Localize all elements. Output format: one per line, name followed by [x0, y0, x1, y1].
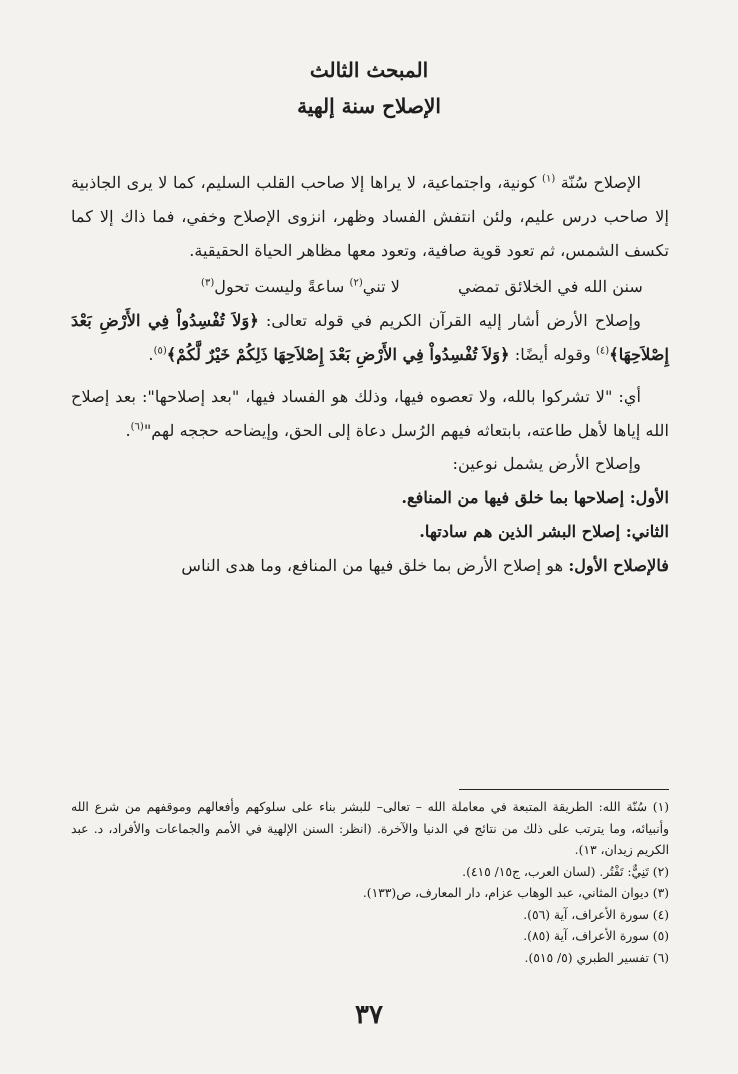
paragraph-quran: [71, 304, 669, 372]
footnote-item: (٥) سورة الأعراف، آية (٨٥).: [523, 929, 669, 943]
footnote-ref: (٦): [130, 421, 144, 433]
section-heading: [0, 52, 738, 124]
footnote-item: (٣) ديوان المثاني، عبد الوهاب عزام، دار المعارف، ص(١٣٣).: [362, 886, 669, 900]
paragraph-intro: [71, 166, 669, 267]
footnotes: [71, 797, 669, 969]
poetry-verse: [71, 270, 669, 304]
page-number: ٣٧: [355, 1000, 383, 1030]
text-run: ساعةً وليست تحول: [214, 277, 350, 297]
text-run: لا تني: [362, 277, 400, 297]
section-title: المبحث الثالث: [309, 58, 429, 82]
quran-verse: ﴿وَلاَ تُفْسِدُواْ فِي الأَرْضِ بَعْدَ إِصْلاَحِهَا﴾: [71, 311, 669, 364]
paragraph-tafsir: [71, 380, 669, 448]
text-run: وإصلاح الأرض أشار إليه القرآن الكريم في قوله تعالى:: [258, 311, 641, 331]
text-run: الإصلاح سُنّة: [555, 173, 641, 192]
verse-hemistich-second: [201, 270, 400, 304]
text-run: .: [125, 420, 131, 440]
text-run-bold: فالإصلاح الأول:: [568, 555, 669, 575]
text-run: وقوله أيضًا:: [509, 344, 597, 364]
section-subtitle: الإصلاح سنة إلهية: [297, 94, 441, 118]
footnote-item: (٢) تَنِيٌّ: تَفْتُر. (لسان العرب، ج١٥/ ٤١٥).: [462, 864, 669, 879]
footnote-ref: (٤): [596, 345, 610, 357]
main-text: [71, 166, 669, 583]
text-run: هو إصلاح الأرض بما خلق فيها من المنافع، وما هدى الناس: [181, 555, 569, 575]
text-run: أي: "لا تشركوا بالله، ولا تعصوه فيها، وذلك هو الفساد فيها، "بعد إصلاحها": بعد إصلاح الله إياها لأهل طاعته، بابتعاثه فيهم الرُسل دعاة إلى الحق، وإيضاحه حججه لهم": [71, 386, 669, 440]
footnote-separator: [459, 789, 669, 790]
paragraph-first-type: الأول: إصلاحها بما خلق فيها من المنافع.: [401, 488, 669, 508]
footnote-ref: (٢): [349, 278, 363, 289]
footnote-item: (٤) سورة الأعراف، آية (٥٦).: [523, 907, 669, 922]
footnote-ref: (٣): [201, 278, 215, 289]
verse-hemistich-first: سنن الله في الخلائق تمضي: [458, 277, 643, 297]
footnote-item: (٦) تفسير الطبري (٥/ ٥١٥).: [524, 950, 669, 965]
text-run: كونية، واجتماعية، لا يراها إلا صاحب القلب السليم، كما لا يرى الجاذبية إلا صاحب درس عليم، ولئن انتفش الفساد وظهر، انزوى الإصلاح وخفي، فما ذاك إلا كما تكسف الشمس، ثم تعود قوية صافية، وتعود معها مظاهر الحياة الحقيقية.: [71, 173, 669, 260]
footnote-ref: (٥): [153, 345, 167, 357]
paragraph-second-type: الثاني: إصلاح البشر الذين هم سادتها.: [419, 521, 669, 541]
footnote-item: (١) سُنّة الله: الطريقة المتبعة في معاملة الله – تعالى– للبشر بناء على سلوكهم وأفعالهم وموقفهم من شرع الله وأنبيائه، وما يترتب على ذلك من نتائج في الدنيا والآخرة. (انظر: السنن الإلهية في الأمم والجماعات والأفراد، د. عبد الكريم زيدان، ١٣).: [71, 800, 669, 857]
paragraph-first-reform: [71, 549, 669, 583]
text-run: .: [148, 344, 154, 364]
quran-verse: ﴿وَلاَ تُفْسِدُواْ فِي الأَرْضِ بَعْدَ إِصْلاَحِهَا ذَلِكُمْ خَيْرٌ لَّكُمْ﴾: [166, 344, 510, 364]
paragraph-types: وإصلاح الأرض يشمل نوعين:: [452, 454, 641, 474]
footnote-ref: (١): [542, 173, 556, 185]
